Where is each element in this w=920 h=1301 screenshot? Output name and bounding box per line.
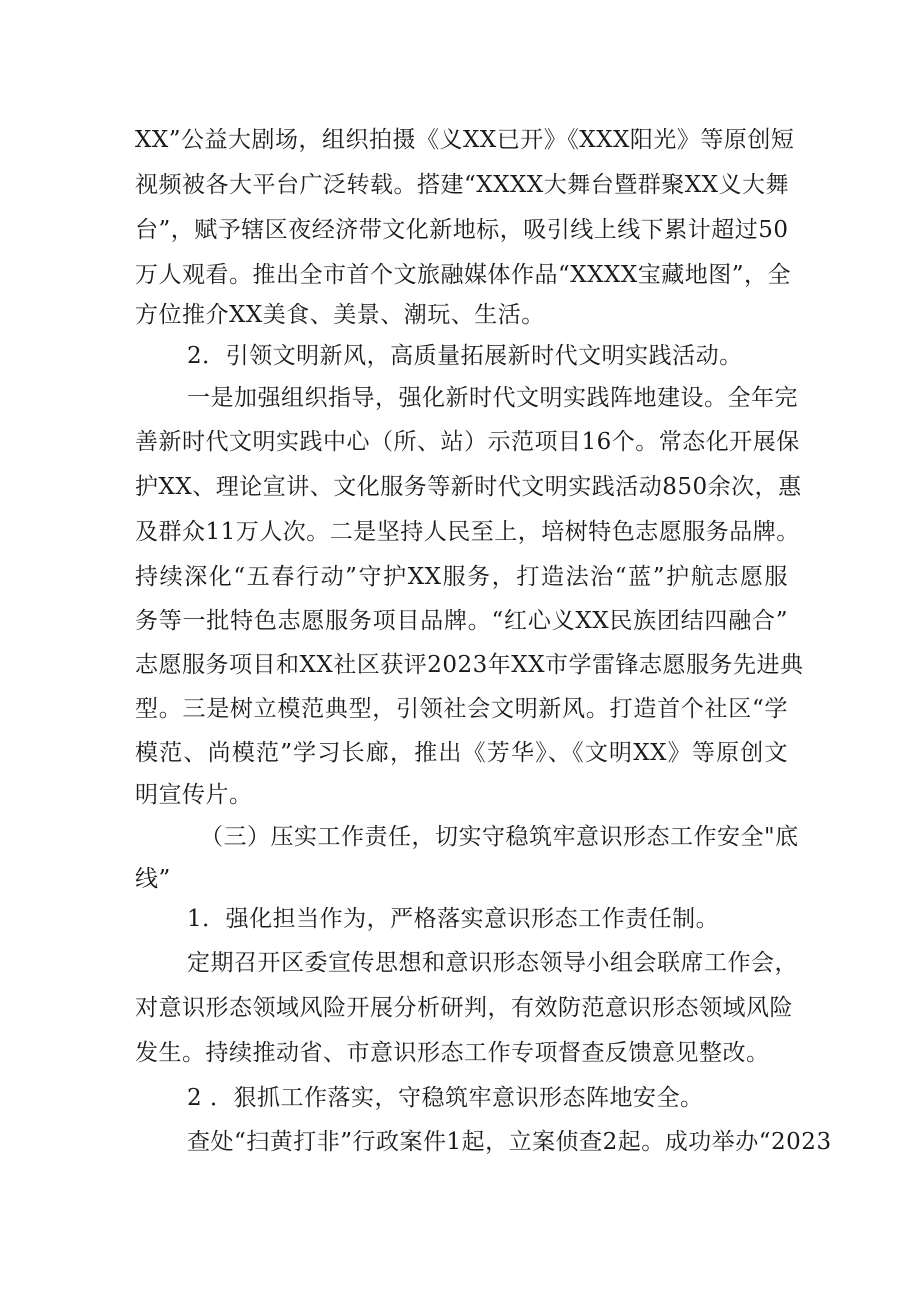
text-line: 及群众11万人次。二是坚持人民至上，培树特色志愿服务品牌。 (135, 519, 800, 545)
text-line: 志愿服务项目和XX社区获评2023年XX市学雷锋志愿服务先进典 (135, 652, 804, 678)
text-line: 发生。持续推动省、市意识形态工作专项督查反馈意见整改。 (135, 1040, 770, 1066)
text-line: 明宣传片。 (135, 782, 253, 808)
text-line: 万人观看。推出全市首个文旅融媒体作品“XXXX宝藏地图”，全 (135, 262, 792, 288)
text-line: 护XX、理论宣讲、文化服务等新时代文明实践活动850余次，惠 (135, 474, 802, 500)
text-line: 方位推介XX美食、美景、潮玩、生活。 (135, 302, 545, 328)
text-line: 型。三是树立模范典型，引领社会文明新风。打造首个社区“学 (135, 696, 788, 722)
text-line: 务等一批特色志愿服务项目品牌。“红心义XX民族团结四融合” (135, 608, 788, 634)
section-heading: 线” (135, 866, 171, 892)
text-line: 善新时代文明实践中心（所、站）示范项目16个。常态化开展保 (135, 429, 800, 455)
subsection-heading: 1．强化担当作为，严格落实意识形态工作责任制。 (187, 906, 720, 932)
text-line: 查处“扫黄打非”行政案件1起，立案侦查2起。成功举办“2023 (187, 1129, 832, 1155)
section-heading: 2．引领文明新风，高质量拓展新时代文明实践活动。 (187, 343, 743, 369)
text-line: 持续深化“五春行动”守护XX服务，打造法治“蓝”护航志愿服 (135, 564, 788, 590)
text-line: XX”公益大剧场，组织拍摄《义XX已开》《XXX阳光》等原创短 (135, 127, 795, 153)
text-line: 一是加强组织指导，强化新时代文明实践阵地建设。全年完 (187, 385, 798, 411)
text-line: 台”，赋予辖区夜经济带文化新地标，吸引线上线下累计超过50 (135, 217, 789, 243)
subsection-heading: 2 ．狠抓工作落实，守稳筑牢意识形态阵地安全。 (187, 1085, 704, 1111)
text-line: 视频被各大平台广泛转载。搭建“XXXX大舞台暨群聚XX义大舞 (135, 172, 790, 198)
section-heading: （三）压实工作责任，切实守稳筑牢意识形态工作安全"底 (200, 824, 799, 850)
text-line: 对意识形态领域风险开展分析研判，有效防范意识形态领域风险 (135, 995, 793, 1021)
text-line: 定期召开区委宣传思想和意识形态领导小组会联席工作会， (187, 950, 798, 976)
text-line: 模范、尚模范”学习长廊，推出《芳华》、《文明XX》等原创文 (135, 740, 788, 766)
